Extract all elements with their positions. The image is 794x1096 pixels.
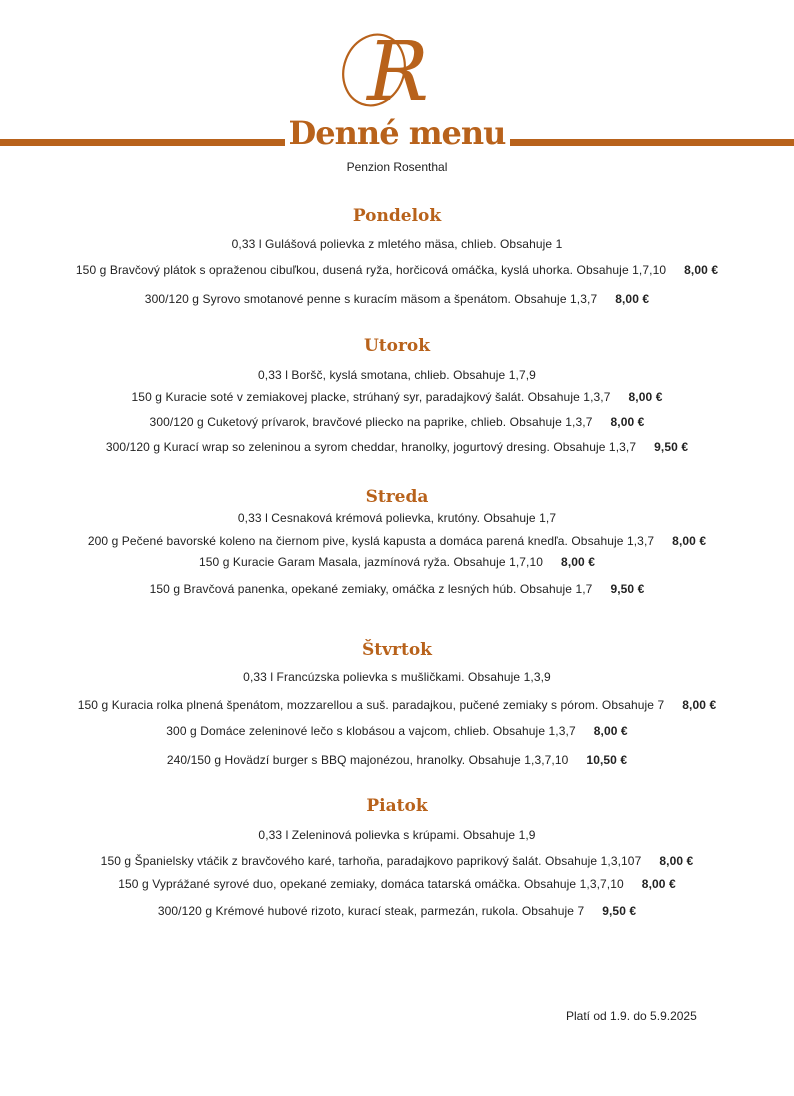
day-heading-stvrtok: Štvrtok — [362, 640, 432, 660]
menu-item-text: 0,33 l Zeleninová polievka s krúpami. Obsahuje 1,9 — [258, 828, 536, 842]
day-heading-utorok: Utorok — [363, 336, 431, 356]
rosenthal-logo — [340, 22, 440, 112]
menu-item — [0, 670, 794, 684]
logo-letter: R — [367, 25, 429, 112]
menu-item-text: 300/120 g Syrovo smotanové penne s kuracím mäsom a špenátom. Obsahuje 1,3,7 — [144, 292, 598, 306]
menu-item-text: 0,33 l Francúzska polievka s mušličkami. Obsahuje 1,3,9 — [243, 670, 551, 684]
menu-item-price: 10,50 € — [586, 753, 628, 767]
menu-item-price: 9,50 € — [654, 440, 689, 454]
menu-item-text: 150 g Bravčová panenka, opekané zemiaky, omáčka z lesných húb. Obsahuje 1,7 — [149, 582, 593, 596]
menu-item-text: 150 g Kuracie soté v zemiakovej placke, strúhaný syr, paradajkový šalát. Obsahuje 1,3,7 — [131, 390, 611, 404]
menu-item-price: 8,00 € — [672, 534, 707, 548]
menu-item — [0, 534, 794, 548]
menu-item — [0, 828, 794, 842]
menu-item — [0, 511, 794, 525]
menu-item — [0, 698, 794, 712]
menu-item — [0, 582, 794, 596]
menu-item-text: 150 g Kuracia rolka plnená špenátom, mozzarellou a suš. paradajkou, pučené zemiaky s pórom. Obsahuje 7 — [77, 698, 665, 712]
menu-item — [0, 753, 794, 767]
validity-note: Platí od 1.9. do 5.9.2025 — [566, 1009, 697, 1023]
menu-item — [0, 877, 794, 891]
menu-item — [0, 854, 794, 868]
menu-item-text: 150 g Vyprážané syrové duo, opekané zemiaky, domáca tatarská omáčka. Obsahuje 1,3,7,10 — [118, 877, 624, 891]
menu-item-text: 0,33 l Boršč, kyslá smotana, chlieb. Obsahuje 1,7,9 — [258, 368, 536, 382]
page-title: Denné menu — [288, 114, 506, 152]
menu-item-price: 8,00 € — [561, 555, 596, 569]
menu-item — [0, 724, 794, 738]
menu-item — [0, 292, 794, 306]
menu-item-price: 9,50 € — [610, 582, 645, 596]
day-heading-streda: Streda — [365, 487, 429, 507]
menu-item — [0, 368, 794, 382]
menu-item-text: 150 g Kuracie Garam Masala, jazmínová ryža. Obsahuje 1,7,10 — [198, 555, 544, 569]
menu-item-text: 240/150 g Hovädzí burger s BBQ majonézou, hranolky. Obsahuje 1,3,7,10 — [166, 753, 569, 767]
page-subtitle: Penzion Rosenthal — [346, 160, 448, 174]
menu-item — [0, 263, 794, 277]
menu-item — [0, 415, 794, 429]
menu-item-text: 300/120 g Kurací wrap so zeleninou a syrom cheddar, hranolky, jogurtový dresing. Obsahuje 1,3,7 — [105, 440, 637, 454]
menu-item-price: 8,00 € — [659, 854, 694, 868]
menu-item — [0, 390, 794, 404]
menu-item-text: 300 g Domáce zeleninové lečo s klobásou a vajcom, chlieb. Obsahuje 1,3,7 — [166, 724, 576, 738]
day-heading-pondelok: Pondelok — [352, 206, 442, 226]
menu-item-price: 8,00 € — [593, 724, 628, 738]
menu-item-text: 150 g Bravčový plátok s opraženou cibuľkou, dusená ryža, horčicová omáčka, kyslá uhorka. Obsahuje 1,7,10 — [75, 263, 667, 277]
menu-item-price: 8,00 € — [610, 415, 645, 429]
menu-item-text: 200 g Pečené bavorské koleno na čiernom pive, kyslá kapusta a domáca parená knedľa. Obsahuje 1,3,7 — [87, 534, 655, 548]
menu-item — [0, 440, 794, 454]
menu-item-price: 9,50 € — [602, 904, 637, 918]
menu-item — [0, 555, 794, 569]
menu-item-text: 300/120 g Krémové hubové rizoto, kurací steak, parmezán, rukola. Obsahuje 7 — [157, 904, 585, 918]
menu-item-price: 8,00 € — [641, 877, 676, 891]
menu-item-price: 8,00 € — [615, 292, 650, 306]
menu-item-price: 8,00 € — [684, 263, 719, 277]
menu-item-price: 8,00 € — [628, 390, 663, 404]
menu-item — [0, 237, 794, 251]
menu-item-text: 0,33 l Gulášová polievka z mletého mäsa, chlieb. Obsahuje 1 — [231, 237, 563, 251]
menu-item-text: 0,33 l Cesnaková krémová polievka, krutóny. Obsahuje 1,7 — [237, 511, 557, 525]
menu-item-text: 300/120 g Cuketový prívarok, bravčové pliecko na paprike, chlieb. Obsahuje 1,3,7 — [149, 415, 593, 429]
day-heading-piatok: Piatok — [366, 796, 428, 816]
menu-item — [0, 904, 794, 918]
menu-item-text: 150 g Španielsky vtáčik z bravčového karé, tarhoňa, paradajkovo paprikový šalát. Obsahuje 1,3,107 — [100, 854, 642, 868]
menu-item-price: 8,00 € — [682, 698, 717, 712]
